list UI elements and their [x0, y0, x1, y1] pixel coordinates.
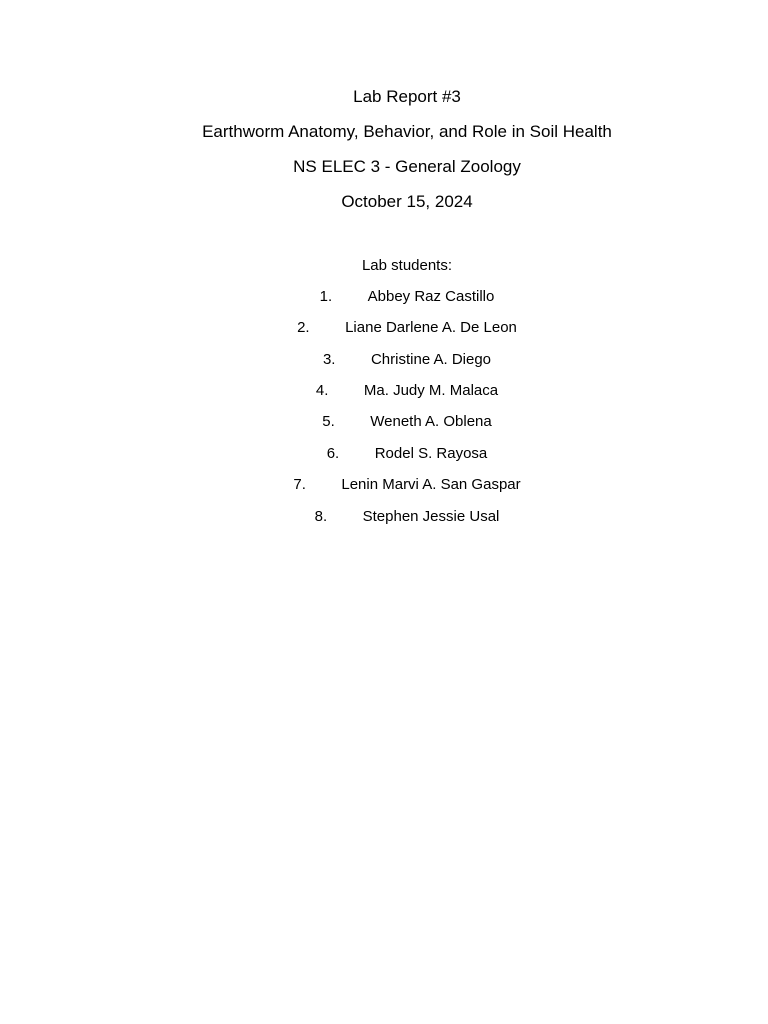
report-subtitle: Earthworm Anatomy, Behavior, and Role in Soil Health [202, 122, 612, 141]
student-name: Stephen Jessie Usal [362, 508, 500, 525]
student-item [0, 445, 768, 463]
student-number: 2. [297, 319, 310, 336]
report-title: Lab Report #3 [353, 87, 461, 106]
student-number: 6. [326, 445, 340, 462]
student-name: Liane Darlene A. De Leon [345, 319, 517, 336]
student-name: Rodel S. Rayosa [374, 445, 488, 462]
report-date: October 15, 2024 [341, 192, 473, 211]
student-number: 7. [293, 476, 306, 493]
student-item [0, 319, 768, 337]
student-number: 5. [322, 413, 335, 430]
student-item [0, 351, 768, 369]
student-name: Ma. Judy M. Malaca [363, 382, 499, 399]
student-item [0, 413, 768, 431]
student-item [0, 476, 768, 494]
students-label: Lab students: [361, 257, 453, 274]
student-item [0, 508, 768, 526]
student-name: Christine A. Diego [370, 351, 492, 368]
student-number: 3. [322, 351, 336, 368]
student-item [0, 382, 768, 400]
student-name: Weneth A. Oblena [370, 413, 492, 430]
student-number: 4. [315, 382, 329, 399]
student-name: Abbey Raz Castillo [367, 288, 495, 305]
student-name: Lenin Marvi A. San Gaspar [341, 476, 521, 493]
student-item [0, 288, 768, 306]
course-name: NS ELEC 3 - General Zoology [293, 157, 521, 176]
student-number: 1. [319, 288, 333, 305]
student-number: 8. [314, 508, 328, 525]
